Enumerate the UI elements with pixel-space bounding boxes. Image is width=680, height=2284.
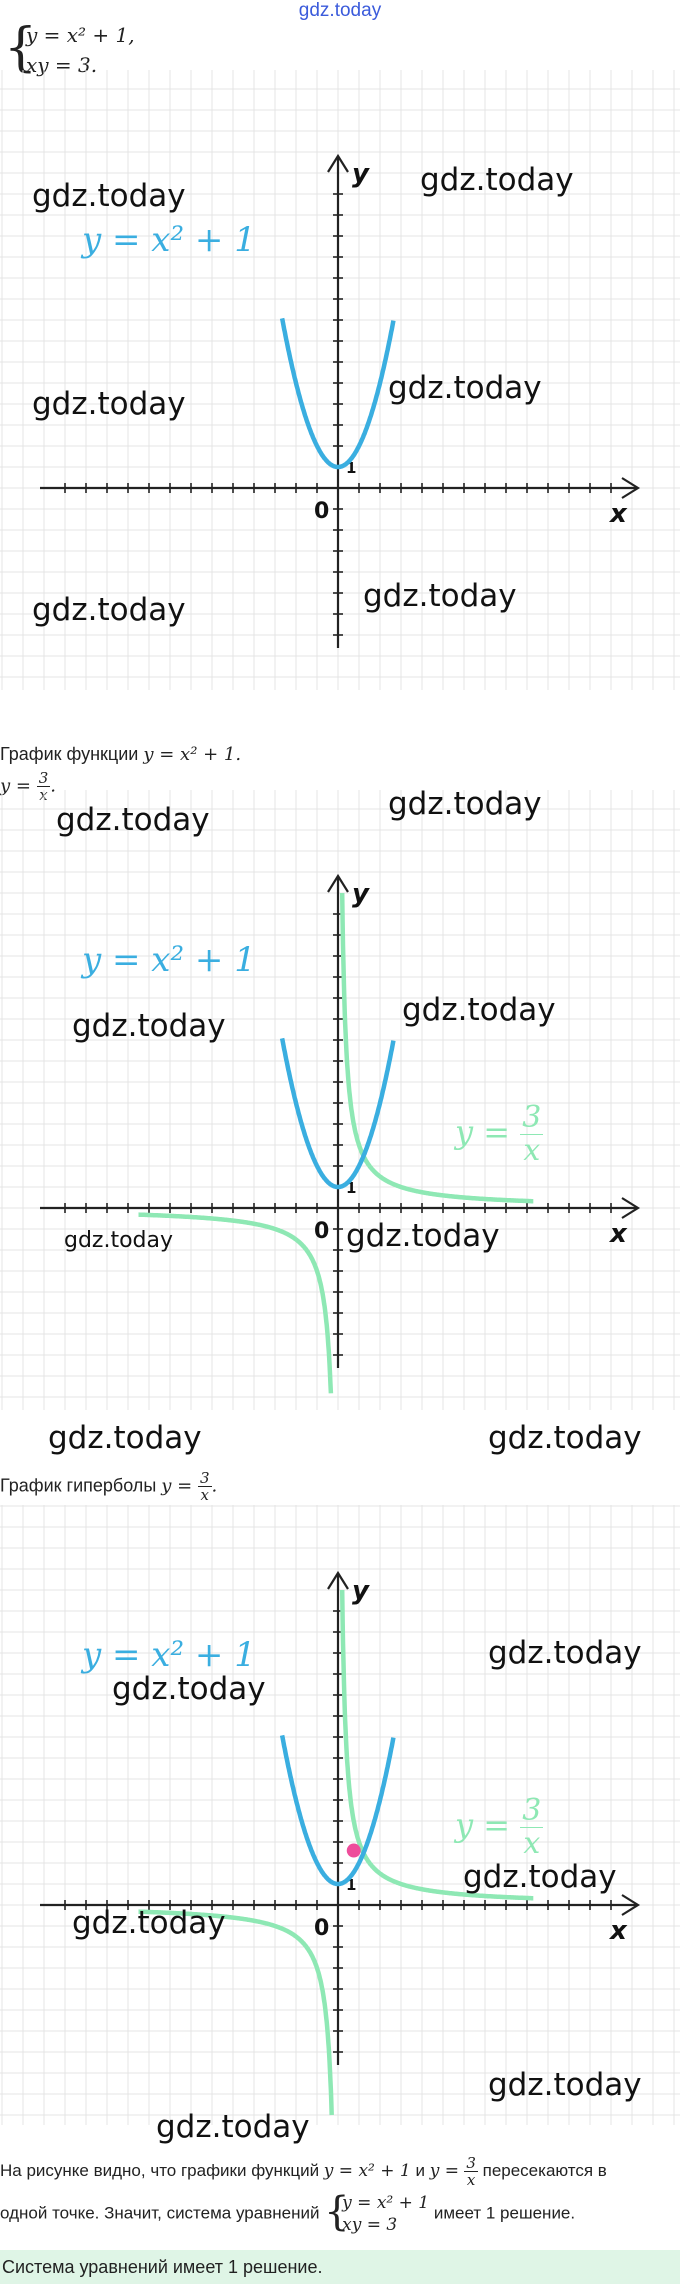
parabola-label: y = x² + 1 xyxy=(82,940,256,980)
origin-label: 0 xyxy=(314,1916,330,1941)
conclusion-text: одной точке. Значит, система уравнений xyxy=(0,2203,325,2223)
conclusion-text: имеет 1 решение. xyxy=(429,2203,576,2223)
watermark: gdz.today xyxy=(420,162,574,198)
hyperbola-label xyxy=(455,1102,543,1167)
conclusion-text: и xyxy=(410,2161,430,2180)
watermark: gdz.today xyxy=(112,1671,266,1707)
x-axis-label: x xyxy=(610,1916,627,1946)
x-axis-label: x xyxy=(610,1219,627,1249)
conclusion-text: На рисунке видно, что графики функций xyxy=(0,2161,324,2180)
chart-parabola-hyperbola xyxy=(0,786,680,1456)
hyperbola-label-lhs: y = xyxy=(455,1113,521,1151)
intersection-graph-svg xyxy=(0,1505,680,2125)
watermark: gdz.today xyxy=(363,578,517,614)
fraction-denominator: x xyxy=(466,2171,476,2190)
fraction-numerator: 3 xyxy=(38,769,49,787)
system-equation-2: xy = 3 xyxy=(342,2215,398,2235)
parabola-label: y = x² + 1 xyxy=(82,220,256,260)
fraction-denominator: x xyxy=(200,1486,209,1504)
fraction xyxy=(464,2155,478,2188)
caption-hyperbola xyxy=(0,1470,217,1503)
one-label: 1 xyxy=(346,1179,357,1197)
hyperbola-denominator: x xyxy=(523,1826,541,1861)
system-equation-2: xy = 3. xyxy=(26,53,98,77)
watermark: gdz.today xyxy=(402,992,556,1028)
caption-text: График функции xyxy=(0,744,144,764)
system-brace: { xyxy=(4,18,38,78)
watermark: gdz.today xyxy=(463,1859,617,1895)
grid xyxy=(0,790,680,1410)
hyperbola-branch-negative xyxy=(139,1912,332,2115)
watermark: gdz.today xyxy=(388,786,542,822)
y-axis-label: y xyxy=(352,159,369,189)
hyperbola-label-lhs: y = xyxy=(455,1806,521,1844)
site-header-logo[interactable]: gdz.today xyxy=(298,0,382,21)
parabola-label: y = x² + 1 xyxy=(82,1635,256,1675)
hyperbola-fraction xyxy=(520,1795,543,1860)
watermark: gdz.today xyxy=(56,802,210,838)
watermark: gdz.today xyxy=(32,592,186,628)
watermark: gdz.today xyxy=(488,2067,642,2103)
caption-text: График гиперболы xyxy=(0,1475,162,1496)
origin-label: 0 xyxy=(314,1219,330,1244)
watermark: gdz.today xyxy=(48,1420,202,1456)
hyperbola-label xyxy=(455,1795,543,1860)
watermark: gdz.today xyxy=(346,1218,500,1254)
x-axis-label: x xyxy=(610,499,627,529)
conclusion-line-2 xyxy=(0,2189,680,2236)
caption-math-lhs: y = xyxy=(0,775,37,797)
caption-parabola xyxy=(0,744,241,765)
watermark: gdz.today xyxy=(488,1420,642,1456)
grid xyxy=(0,1505,680,2125)
watermark: gdz.today xyxy=(388,370,542,406)
hyperbola-fraction xyxy=(520,1102,543,1167)
watermark: gdz.today xyxy=(488,1635,642,1671)
watermark: gdz.today xyxy=(32,178,186,214)
watermark: gdz.today xyxy=(32,386,186,422)
origin-label: 0 xyxy=(314,499,330,524)
watermark: gdz.today xyxy=(156,2109,310,2145)
conclusion-math: y = x² + 1 xyxy=(323,2161,411,2181)
caption-tail: . xyxy=(211,1475,218,1497)
hyperbola-numerator: 3 xyxy=(522,1793,542,1828)
watermark: gdz.today xyxy=(72,1905,226,1941)
intersection-point xyxy=(347,1844,361,1858)
conclusion-paragraph xyxy=(0,2150,680,2236)
watermark: gdz.today xyxy=(72,1008,226,1044)
one-label: 1 xyxy=(346,1876,357,1894)
y-axis-label: y xyxy=(352,879,369,909)
one-label: 1 xyxy=(346,459,357,477)
caption-math-lhs: y = xyxy=(161,1475,198,1497)
system-brace: { xyxy=(324,2189,350,2235)
chart-intersection xyxy=(0,1505,680,2145)
conclusion-system xyxy=(324,2189,430,2236)
fraction xyxy=(198,1470,212,1503)
fraction-numerator: 3 xyxy=(466,2154,476,2173)
fraction-numerator: 3 xyxy=(199,1469,210,1487)
hyperbola-graph-svg xyxy=(0,790,680,1410)
system-equation-1: y = x² + 1, xyxy=(26,23,135,47)
fraction-denominator: x xyxy=(39,786,48,804)
chart-parabola xyxy=(0,70,680,690)
watermark: gdz.today xyxy=(64,1228,174,1253)
caption-tail: . xyxy=(50,775,56,797)
conclusion-text: пересекаются в xyxy=(477,2161,607,2180)
hyperbola-numerator: 3 xyxy=(522,1100,542,1135)
hyperbola-denominator: x xyxy=(523,1133,541,1168)
y-axis-label: y xyxy=(352,1576,369,1606)
answer-box: Система уравнений имеет 1 решение. xyxy=(0,2250,680,2284)
conclusion-line-1 xyxy=(0,2150,680,2192)
system-equation-1: y = x² + 1 xyxy=(342,2193,430,2213)
caption-math: y = x² + 1. xyxy=(143,744,242,765)
conclusion-math: y = xyxy=(429,2161,465,2181)
